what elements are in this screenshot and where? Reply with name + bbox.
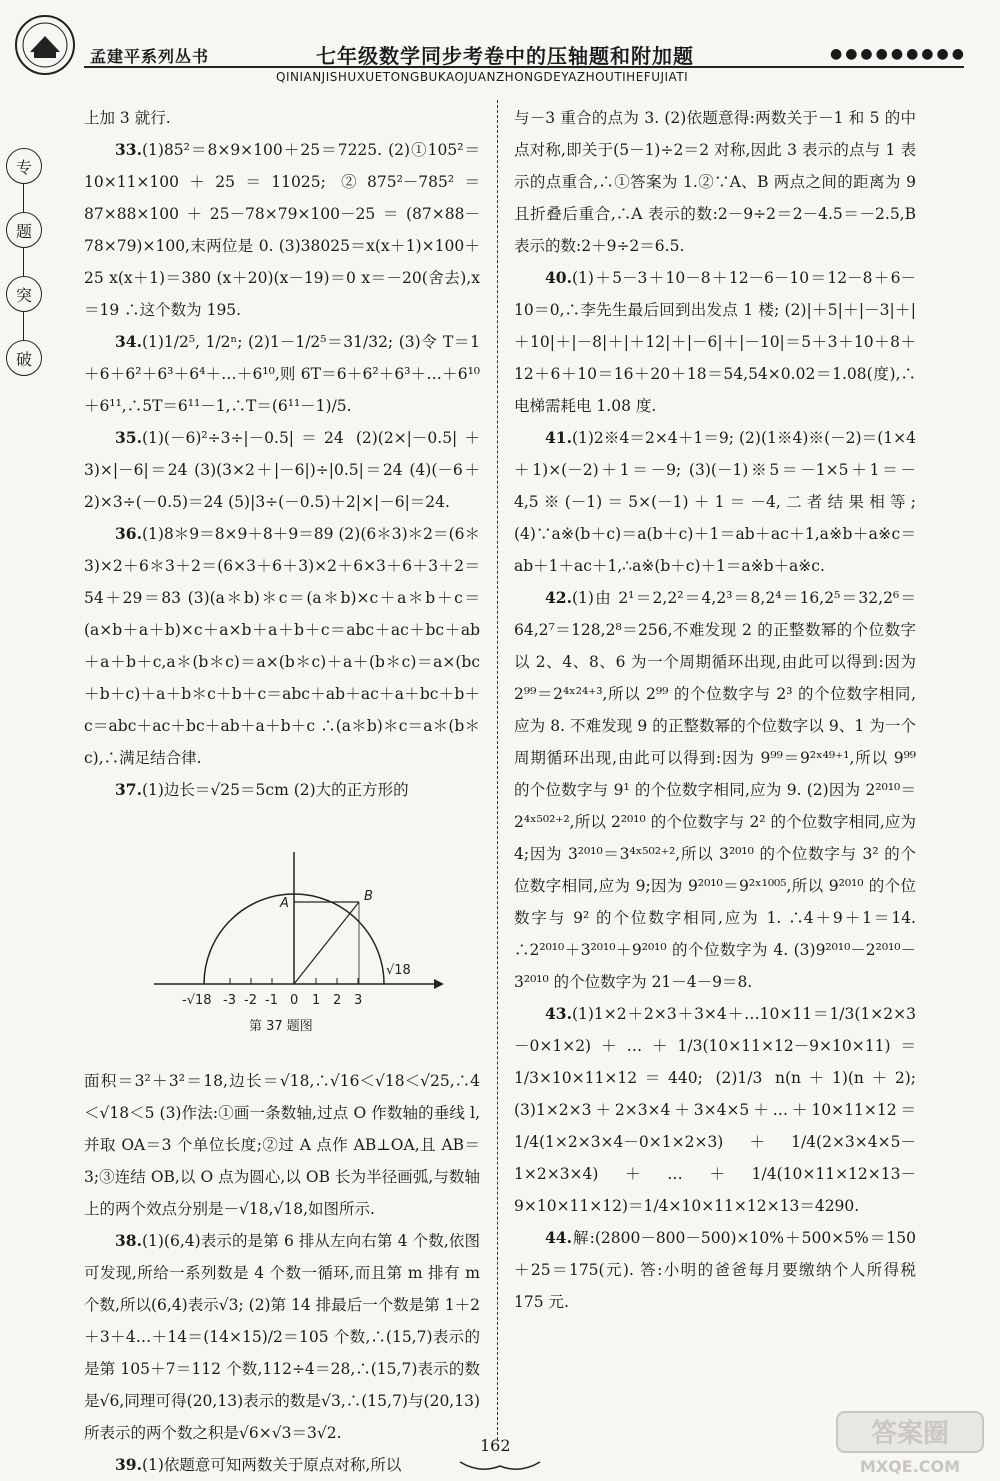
series-name: 孟建平系列丛书 [90, 47, 210, 66]
answer-36: 36.(1)8＊9＝8×9＋8＋9＝89 (2)(6＊3)＊2＝(6＊3)×2＋6＊3＋2＝(6×3＋6＋3)×2＋6×3＋6＋3＋2＝54＋29＝83 (3)(a＊b)＊c＝(a＊b)×c＋a＊b＋c＝(a×b＋a＋b)×c＋a×b＋a＋b＋c＝abc＋ac＋bc＋ab＋a＋b＋c,a＊(b＊c)＝a×(b＊c)＋a＋(b＊c)＝a×(bc＋b＋c)＋a＋b＊c＋b＋c＝abc＋ab＋ac＋a＋bc＋b＋c＝abc＋ac＋bc＋ab＋a＋b＋c ∴(a＊b)＊c＝a＊(b＊c),∴满足结合律. [84, 524, 480, 767]
watermark-logo-icon [835, 1410, 985, 1476]
answer-39-continued: 与－3 重合的点为 3. (2)依题意得:两数关于－1 和 5 的中点对称,即关于(5－1)÷2＝2 对称,因此 3 表示的点与 1 表示的点重合,∴①答案为 1.②∵A、B 两点之间的距离为 9 且折叠后重合,∴A 表示的数:2－9÷2＝2－4.5＝－2.5,B 表示的数:2＋9÷2＝6.5. [514, 109, 916, 255]
tick-label: 1 [312, 993, 321, 1008]
point-label-b: B [364, 889, 373, 904]
svg-text:答案圈: 答案圈 [870, 1419, 950, 1449]
title-pinyin: QINIANJISHUXUETONGBUKAOJUANZHONGDEYAZHOUTIHEFUJIATI [276, 70, 689, 84]
answer-34: 34.(1)1/2⁵, 1/2ⁿ; (2)1－1/2⁵＝31/32; (3)令 T＝1＋6＋6²＋6³＋6⁴＋…＋6¹⁰,则 6T＝6＋6²＋6³＋…＋6¹⁰＋6¹¹,∴5T＝6¹¹－1,∴T＝(6¹¹－1)/5. [84, 332, 480, 415]
answer-paragraph: 上加 3 就行. [84, 109, 171, 127]
segment-ob [294, 902, 359, 984]
side-tag: 破 [6, 340, 42, 376]
answer-44: 44.解:(2800－800－500)×10%＋500×5%＝150＋25＝175(元). 答:小明的爸爸每月要缴纳个人所得税 175 元. [514, 1228, 916, 1311]
answer-43: 43.(1)1×2＋2×3＋3×4＋…10×11＝1/3(1×2×3－0×1×2)＋…＋1/3(10×11×12－9×10×11)＝1/3×10×11×12＝440; (2)1/3 n(n＋1)(n＋2); (3)1×2×3＋2×3×4＋3×4×5＋…＋10×11×12＝1/4(1×2×3×4－0×1×2×3)＋1/4(2×3×4×5－1×2×3×4)＋…＋1/4(10×11×12×13－9×10×11×12)＝1/4×10×11×12×13＝4290. [514, 1004, 916, 1215]
question-number: 39. [115, 1455, 142, 1474]
point-label-sqrt18: √18 [386, 963, 411, 978]
header-dots: ●●●●●●●●● [830, 46, 967, 62]
tick-label: -3 [223, 993, 236, 1008]
page-number: 162 [480, 1436, 511, 1455]
figure-caption: 第 37 题图 [249, 1019, 313, 1034]
question-number: 40. [545, 268, 572, 287]
tick-label: -2 [244, 993, 257, 1008]
question-number: 44. [545, 1228, 572, 1247]
answer-37-continued: 面积＝3²＋3²＝18,边长＝√18,∴√16＜√18＜√25,∴4＜√18＜5 (3)作法:①画一条数轴,过点 O 作数轴的垂线 l,并取 OA＝3 个单位长度;②过 A 点作 AB⊥OA,且 AB＝3;③连结 OB,以 O 点为圆心,以 OB 长为半径画弧,与数轴上的两个效点分别是－√18,√18,如图所示. [84, 1072, 480, 1218]
answer-42: 42.(1)由 2¹＝2,2²＝4,2³＝8,2⁴＝16,2⁵＝32,2⁶＝64,2⁷＝128,2⁸＝256,不难发现 2 的正整数幂的个位数字以 2、4、8、6 为一个周期循环出现,由此可以得到:因为 2⁹⁹＝2⁴ˣ²⁴⁺³,所以 2⁹⁹ 的个位数字与 2³ 的个位数字相同,应为 8. 不难发现 9 的正整数幂的个位数字以 9、1 为一个周期循环出现,由此可以得到:因为 9⁹⁹＝9²ˣ⁴⁹⁺¹,所以 9⁹⁹ 的个位数字与 9¹ 的个位数字相同,应为 9. (2)因为 2²⁰¹⁰＝2⁴ˣ⁵⁰²⁺²,所以 2²⁰¹⁰ 的个位数字与 2² 的个位数字相同,应为 4;因为 3²⁰¹⁰＝3⁴ˣ⁵⁰²⁺²,所以 3²⁰¹⁰ 的个位数字与 3² 的个位数字相同,应为 9;因为 9²⁰¹⁰＝9²ˣ¹⁰⁰⁵,所以 9²⁰¹⁰ 的个位数字与 9² 的个位数字相同,应为 1. ∴4＋9＋1＝14. ∴2²⁰¹⁰＋3²⁰¹⁰＋9²⁰¹⁰ 的个位数字为 4. (3)9²⁰¹⁰－2²⁰¹⁰－3²⁰¹⁰ 的个位数字为 21－4－9＝8. [514, 588, 916, 991]
question-number: 33. [115, 140, 142, 159]
column-divider [497, 100, 498, 1440]
question-number: 38. [115, 1231, 142, 1250]
answer-40: 40.(1)＋5－3＋10－8＋12－6－10＝12－8＋6－10＝0,∴李先生最后回到出发点 1 楼; (2)|＋5|＋|－3|＋|＋10|＋|－8|＋|＋12|＋|－6|＋|－10|＝5＋3＋10＋8＋12＋6＋10＝16＋20＋18＝54,54×0.02＝1.08(度),∴电梯需耗电 1.08 度. [514, 268, 916, 415]
side-tag: 题 [6, 212, 42, 248]
question-number: 42. [545, 588, 572, 607]
tick-label: 0 [290, 993, 299, 1008]
answer-39: 39.(1)依题意可知两数关于原点对称,所以 [115, 1455, 402, 1474]
tick-label: 3 [354, 993, 363, 1008]
axis-arrow-icon [434, 979, 444, 989]
side-tag: 突 [6, 276, 42, 312]
publisher-logo-icon [14, 14, 76, 76]
page-ornament-icon [458, 1458, 542, 1474]
question-number: 35. [115, 428, 142, 447]
point-label-a: A [280, 896, 289, 911]
tick-label: -√18 [182, 993, 212, 1008]
header-rule [84, 66, 964, 68]
right-column [514, 102, 916, 1318]
question-number: 41. [545, 428, 572, 447]
side-tag: 专 [6, 148, 42, 184]
figure-37-number-line-diagram [84, 812, 480, 1052]
svg-text:MXQE.COM: MXQE.COM [859, 1457, 961, 1476]
tick-label: 2 [333, 993, 342, 1008]
answer-38: 38.(1)(6,4)表示的是第 6 排从左向右第 4 个数,依图可发现,所给一系列数是 4 个数一循环,而且第 m 排有 m 个数,所以(6,4)表示√3; (2)第 14 排最后一个数是第 1＋2＋3＋4…＋14＝(14×15)/2＝105 个数,∴(15,7)表示的是第 105＋7＝112 个数,112÷4＝28,∴(15,7)表示的数是√6,同理可得(20,13)表示的数是√3,∴(15,7)与(20,13)所表示的两个数之积是√6×√3＝3√2. [84, 1231, 480, 1442]
tick-marks [204, 978, 384, 984]
answer-35: 35.(1)(－6)²÷3÷|－0.5|＝24 (2)(2×|－0.5|＋3)×|－6|＝24 (3)(3×2＋|－6|)÷|0.5|＝24 (4)(－6＋2)×3÷(－0.5)＝24 (5)|3÷(－0.5)＋2|×|－6|＝24. [84, 428, 480, 511]
answer-41: 41.(1)2※4＝2×4＋1＝9; (2)(1※4)※(－2)＝(1×4＋1)×(－2)＋1＝－9; (3)(－1)※5＝－1×5＋1＝－4,5※(－1)＝5×(－1)＋1＝－4,二者结果相等; (4)∵a※(b＋c)＝a(b＋c)＋1＝ab＋ac＋1,a※b＋a※c＝ab＋1＋ac＋1,∴a※(b＋c)＋1＝a※b＋a※c. [514, 428, 916, 575]
question-number: 43. [545, 1004, 572, 1023]
answer-33: 33.(1)85²＝8×9×100＋25＝7225. (2)①105²＝10×11×100＋25＝11025; ②875²－785²＝87×88×100＋25－78×79×100－25＝(87×88－78×79)×100,末两位是 0. (3)38025＝x(x＋1)×100＋25 x(x＋1)＝380 (x＋20)(x－19)＝0 x＝－20(舍去),x＝19 ∴这个数为 195. [84, 140, 480, 319]
page-header [0, 0, 1000, 100]
tick-label: -1 [265, 993, 278, 1008]
left-column [84, 102, 480, 1481]
question-number: 34. [115, 332, 142, 351]
book-title: 七年级数学同步考卷中的压轴题和附加题 [316, 44, 694, 68]
answer-37: 37.(1)边长＝√25＝5cm (2)大的正方形的 [115, 780, 409, 799]
question-number: 37. [115, 780, 142, 799]
side-tags [6, 148, 50, 404]
question-number: 36. [115, 524, 142, 543]
